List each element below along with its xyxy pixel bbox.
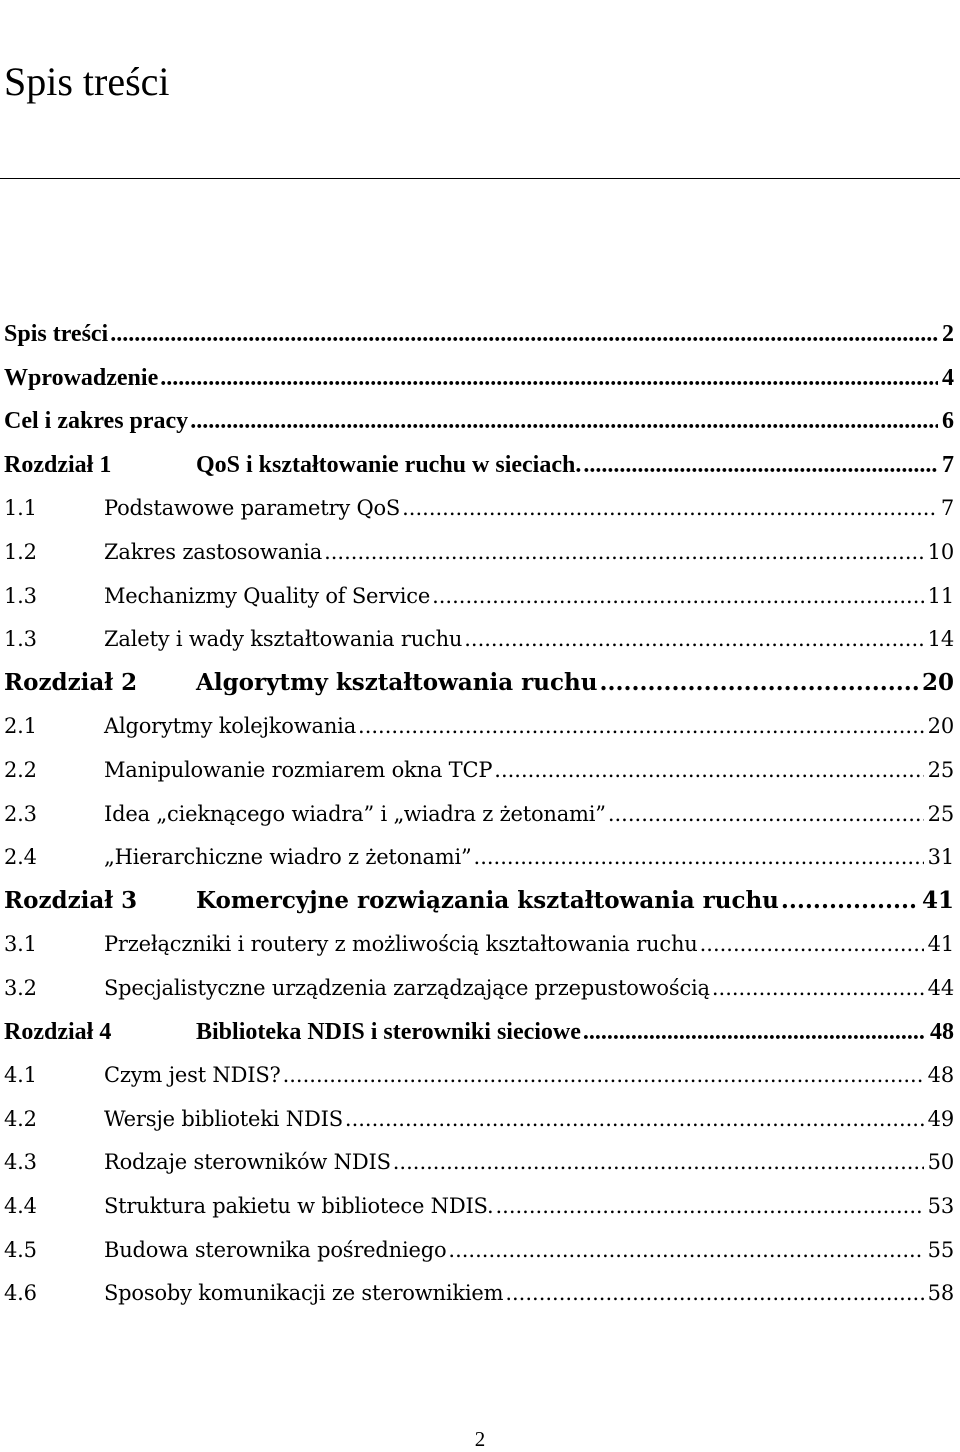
toc-section-page: 10 xyxy=(927,540,954,564)
toc-section-label: Przełączniki i routery z możliwością kształtowania ruchu xyxy=(104,932,698,956)
toc-section-number: 2.2 xyxy=(4,758,37,782)
toc-section-number: 1.3 xyxy=(4,627,37,651)
toc-section-1-3-mechanizmy[interactable] xyxy=(4,580,954,612)
toc-section-page: 31 xyxy=(927,845,954,869)
toc-chapter-page: 41 xyxy=(921,887,954,914)
toc-chapter-page: 20 xyxy=(921,669,954,696)
toc-chapter-label: QoS i kształtowanie ruchu w sieciach. xyxy=(196,452,582,478)
footer-page-number: 2 xyxy=(474,1427,486,1451)
toc-leader-dots xyxy=(474,841,924,873)
toc-section-4-5[interactable] xyxy=(4,1234,954,1266)
toc-section-page: 41 xyxy=(927,932,954,956)
toc-section-number: 4.5 xyxy=(4,1238,37,1262)
toc-leader-dots xyxy=(448,1234,923,1266)
toc-chapter-4[interactable] xyxy=(4,1016,954,1048)
toc-section-1-1[interactable] xyxy=(4,492,954,524)
toc-section-2-4[interactable] xyxy=(4,841,954,873)
toc-section-number: 4.6 xyxy=(4,1281,37,1305)
toc-section-number: 1.1 xyxy=(4,496,37,520)
toc-section-label: Wersje biblioteki NDIS xyxy=(104,1107,343,1131)
toc-section-label: Sposoby komunikacji ze sterownikiem xyxy=(104,1281,504,1305)
toc-chapter-label: Algorytmy kształtowania ruchu xyxy=(196,669,598,696)
toc-entry-label: Cel i zakres pracy xyxy=(4,408,189,434)
toc-entry-page: 2 xyxy=(942,321,954,347)
toc-leader-dots xyxy=(110,318,938,350)
toc-leader-dots xyxy=(599,667,918,699)
toc-chapter-3[interactable] xyxy=(4,885,954,917)
toc-chapter-page: 7 xyxy=(942,452,954,478)
toc-section-label: Algorytmy kolejkowania xyxy=(104,714,357,738)
toc-leader-dots xyxy=(345,1103,924,1135)
toc-chapter-page: 48 xyxy=(930,1019,954,1045)
toc-leader-dots xyxy=(505,1277,923,1309)
toc-leader-dots xyxy=(583,1016,926,1048)
toc-section-3-2[interactable] xyxy=(4,972,954,1004)
toc-chapter-number: Rozdział 4 xyxy=(4,1019,112,1045)
toc-section-page: 25 xyxy=(927,802,954,826)
toc-chapter-number: Rozdział 3 xyxy=(4,887,138,914)
toc-entry-label: Spis treści xyxy=(4,321,109,347)
toc-entry-page: 4 xyxy=(942,365,954,391)
toc-section-4-2[interactable] xyxy=(4,1103,954,1135)
toc-leader-dots xyxy=(583,449,938,481)
toc-section-label: Struktura pakietu w bibliotece NDIS. xyxy=(104,1194,494,1218)
toc-section-label: Idea „cieknącego wiadra” i „wiadra z żetonami” xyxy=(104,802,606,826)
toc-section-4-4[interactable] xyxy=(4,1190,954,1222)
toc-section-page: 20 xyxy=(927,714,954,738)
toc-section-2-3[interactable] xyxy=(4,798,954,830)
toc-section-number: 2.1 xyxy=(4,714,37,738)
toc-section-4-6[interactable] xyxy=(4,1277,954,1309)
toc-section-2-1[interactable] xyxy=(4,710,954,742)
toc-section-number: 4.2 xyxy=(4,1107,37,1131)
toc-section-number: 3.1 xyxy=(4,932,37,956)
toc-entry-label: Wprowadzenie xyxy=(4,365,159,391)
toc-section-label: Zalety i wady kształtowania ruchu xyxy=(104,627,463,651)
toc-section-page: 14 xyxy=(927,627,954,651)
toc-leader-dots xyxy=(495,1190,923,1222)
toc-section-page: 44 xyxy=(927,976,954,1000)
toc-leader-dots xyxy=(324,536,924,568)
toc-section-number: 2.4 xyxy=(4,845,37,869)
toc-leader-dots xyxy=(358,710,924,742)
toc-leader-dots xyxy=(608,798,924,830)
toc-section-page: 50 xyxy=(927,1150,954,1174)
page-title: Spis treści xyxy=(4,59,170,104)
toc-leader-dots xyxy=(712,972,924,1004)
toc-chapter-number: Rozdział 1 xyxy=(4,452,112,478)
toc-entry-page: 6 xyxy=(942,408,954,434)
toc-section-page: 49 xyxy=(927,1107,954,1131)
toc-entry-cel-i-zakres[interactable] xyxy=(4,405,954,437)
toc-section-page: 55 xyxy=(927,1238,954,1262)
toc-leader-dots xyxy=(190,405,938,437)
toc-section-label: Rodzaje sterowników NDIS xyxy=(104,1150,391,1174)
toc-chapter-2[interactable] xyxy=(4,667,954,699)
toc-leader-dots xyxy=(283,1059,924,1091)
toc-leader-dots xyxy=(464,623,923,655)
toc-leader-dots xyxy=(432,580,924,612)
title-divider xyxy=(0,178,960,179)
toc-chapter-1[interactable] xyxy=(4,449,954,481)
toc-section-page: 7 xyxy=(940,496,954,520)
toc-leader-dots xyxy=(494,754,923,786)
toc-section-number: 4.3 xyxy=(4,1150,37,1174)
toc-section-label: Manipulowanie rozmiarem okna TCP xyxy=(104,758,493,782)
toc-section-number: 1.2 xyxy=(4,540,37,564)
toc-chapter-label: Komercyjne rozwiązania kształtowania ruchu xyxy=(196,887,779,914)
toc-leader-dots xyxy=(402,492,937,524)
toc-section-number: 2.3 xyxy=(4,802,37,826)
toc-chapter-label: Biblioteka NDIS i sterowniki sieciowe xyxy=(196,1019,581,1045)
toc-leader-dots xyxy=(781,885,918,917)
toc-section-label: Specjalistyczne urządzenia zarządzające przepustowością xyxy=(104,976,710,1000)
toc-section-page: 58 xyxy=(927,1281,954,1305)
toc-section-label: Czym jest NDIS? xyxy=(104,1063,281,1087)
toc-entry-spis-tresci[interactable] xyxy=(4,318,954,350)
toc-chapter-number: Rozdział 2 xyxy=(4,669,138,696)
toc-section-page: 11 xyxy=(927,584,954,608)
toc-leader-dots xyxy=(700,928,924,960)
toc-section-page: 25 xyxy=(927,758,954,782)
toc-section-number: 3.2 xyxy=(4,976,37,1000)
toc-leader-dots xyxy=(160,362,938,394)
toc-section-1-3-zalety[interactable] xyxy=(4,623,954,655)
toc-section-4-1[interactable] xyxy=(4,1059,954,1091)
toc-section-label: Podstawowe parametry QoS xyxy=(104,496,401,520)
toc-section-number: 1.3 xyxy=(4,584,37,608)
toc-section-label: Zakres zastosowania xyxy=(104,540,323,564)
toc-section-number: 4.1 xyxy=(4,1063,37,1087)
toc-section-label: „Hierarchiczne wiadro z żetonami” xyxy=(104,845,472,869)
toc-section-3-1[interactable] xyxy=(4,928,954,960)
toc-leader-dots xyxy=(393,1146,924,1178)
toc-section-1-2[interactable] xyxy=(4,536,954,568)
toc-section-2-2[interactable] xyxy=(4,754,954,786)
toc-section-number: 4.4 xyxy=(4,1194,37,1218)
toc-section-label: Mechanizmy Quality of Service xyxy=(104,584,431,608)
toc-section-label: Budowa sterownika pośredniego xyxy=(104,1238,447,1262)
toc-section-page: 48 xyxy=(927,1063,954,1087)
toc-section-page: 53 xyxy=(927,1194,954,1218)
toc-entry-wprowadzenie[interactable] xyxy=(4,362,954,394)
toc-section-4-3[interactable] xyxy=(4,1146,954,1178)
